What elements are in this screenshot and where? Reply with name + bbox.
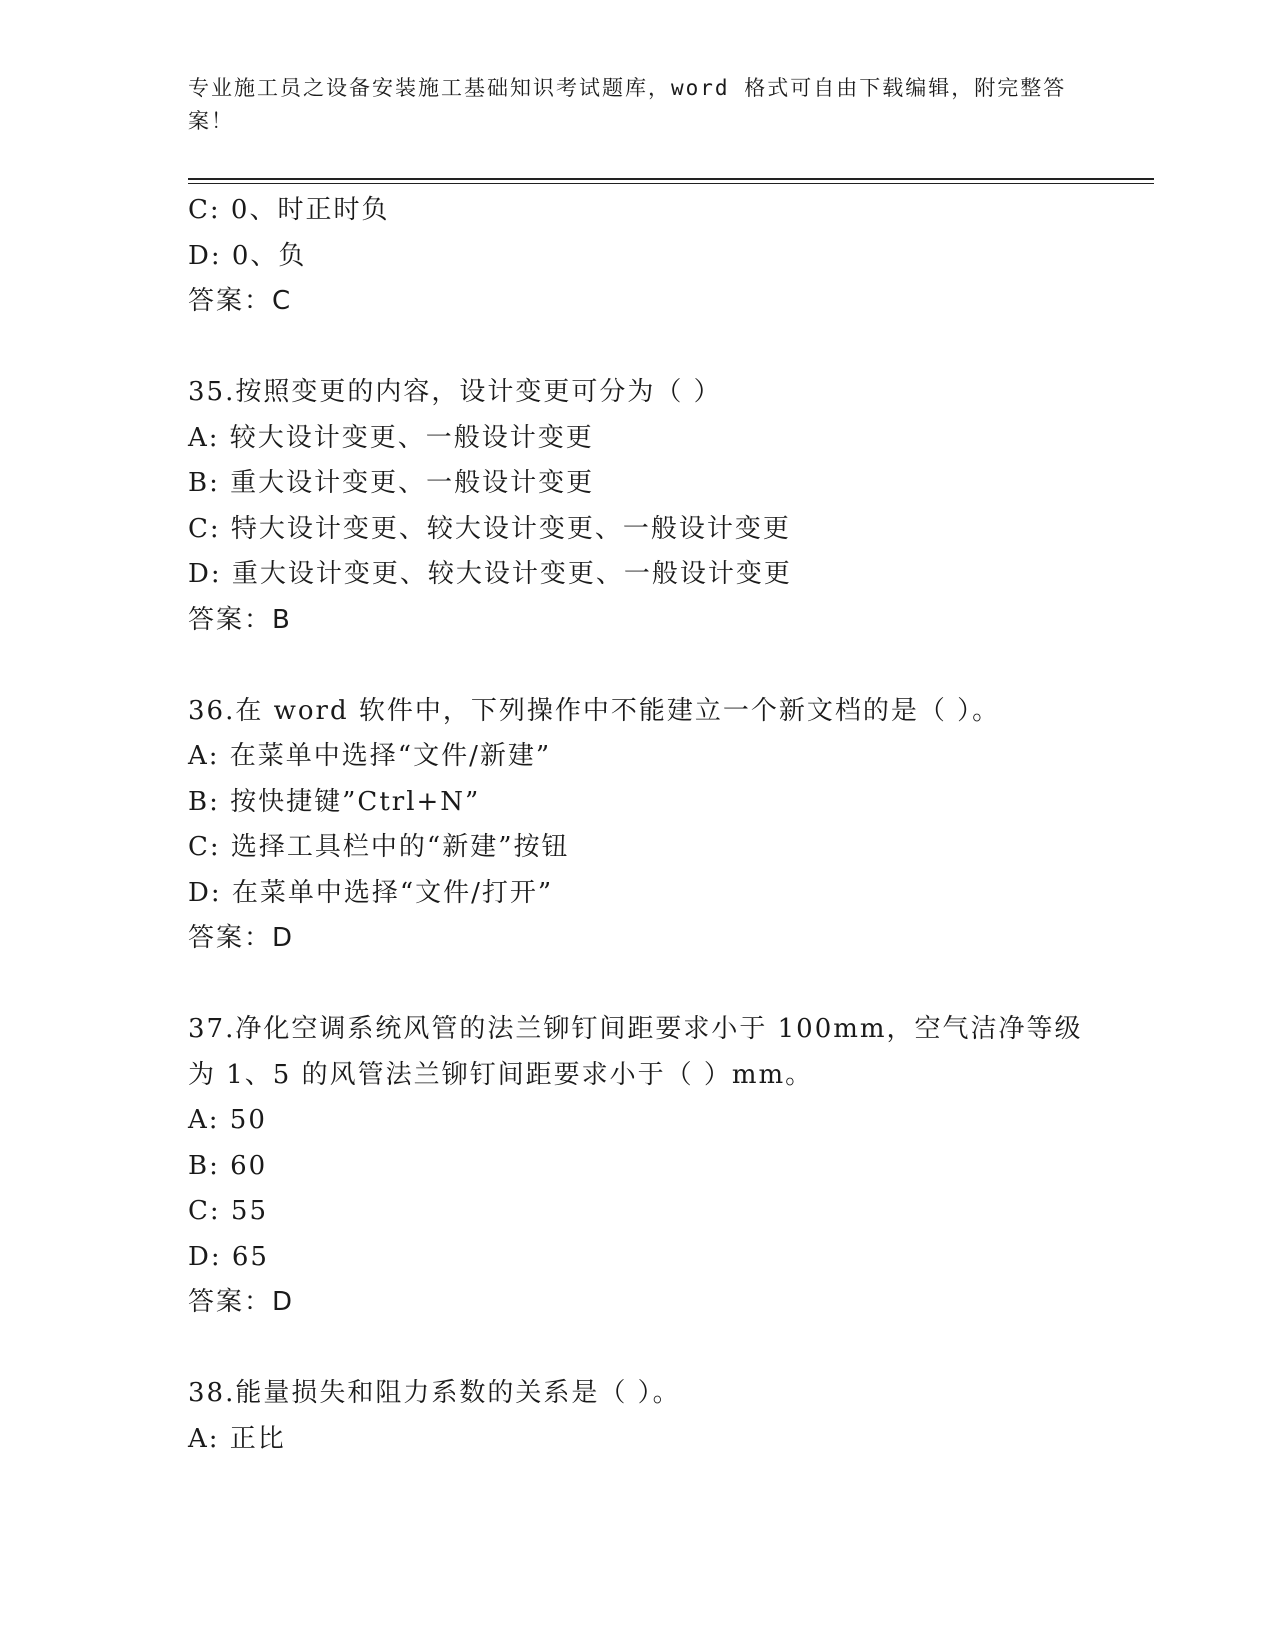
header-title: 专业施工员之设备安装施工基础知识考试题库，word 格式可自由下载编辑，附完整答案！ [188,76,1067,133]
question-text: 为 1、5 的风管法兰铆钉间距要求小于（ ）mm。 [188,1059,814,1090]
option-text: A: 在菜单中选择“文件/新建” [188,741,552,771]
question-text: 35.按照变更的内容，设计变更可分为（ ） [188,377,722,407]
option-text: C: 0、时正时负 [188,195,390,225]
option-text: A: 正比 [188,1423,286,1454]
option-text: D: 重大设计变更、较大设计变更、一般设计变更 [188,559,792,589]
option-text: A: 较大设计变更、一般设计变更 [188,422,594,453]
block-spacer [188,1326,1088,1372]
block-spacer [188,325,1088,371]
option-text: C: 选择工具栏中的“新建”按钮 [188,832,570,862]
answer-text: 答案：C [188,286,293,316]
header-rule-thick [188,178,1154,180]
document-header [188,72,1068,138]
answer-text: 答案：D [188,923,295,953]
question-text: 37.净化空调系统风管的法兰铆钉间距要求小于 100mm，空气洁净等级 [188,1014,1083,1044]
option-text: D: 65 [188,1241,269,1272]
option-text: C: 特大设计变更、较大设计变更、一般设计变更 [188,513,791,544]
option-text: D: 在菜单中选择“文件/打开” [188,877,554,908]
option-text: B: 重大设计变更、一般设计变更 [188,468,595,498]
header-rule-thin [188,183,1154,184]
option-text: A: 50 [188,1105,267,1135]
answer-text: 答案：B [188,604,292,635]
answer-text: 答案：D [188,1287,295,1317]
option-text: B: 60 [188,1150,268,1181]
question-text: 38.能量损失和阻力系数的关系是（ ）。 [188,1378,681,1408]
block-spacer [188,962,1088,1008]
option-text: C: 55 [188,1196,269,1226]
question-list [188,188,1088,1462]
block-spacer [188,643,1088,689]
option-text: B: 按快捷键”Ctrl+N” [188,786,481,817]
question-text: 36.在 word 软件中，下列操作中不能建立一个新文档的是（ ）。 [188,695,1001,726]
option-text: D: 0、负 [188,240,307,271]
